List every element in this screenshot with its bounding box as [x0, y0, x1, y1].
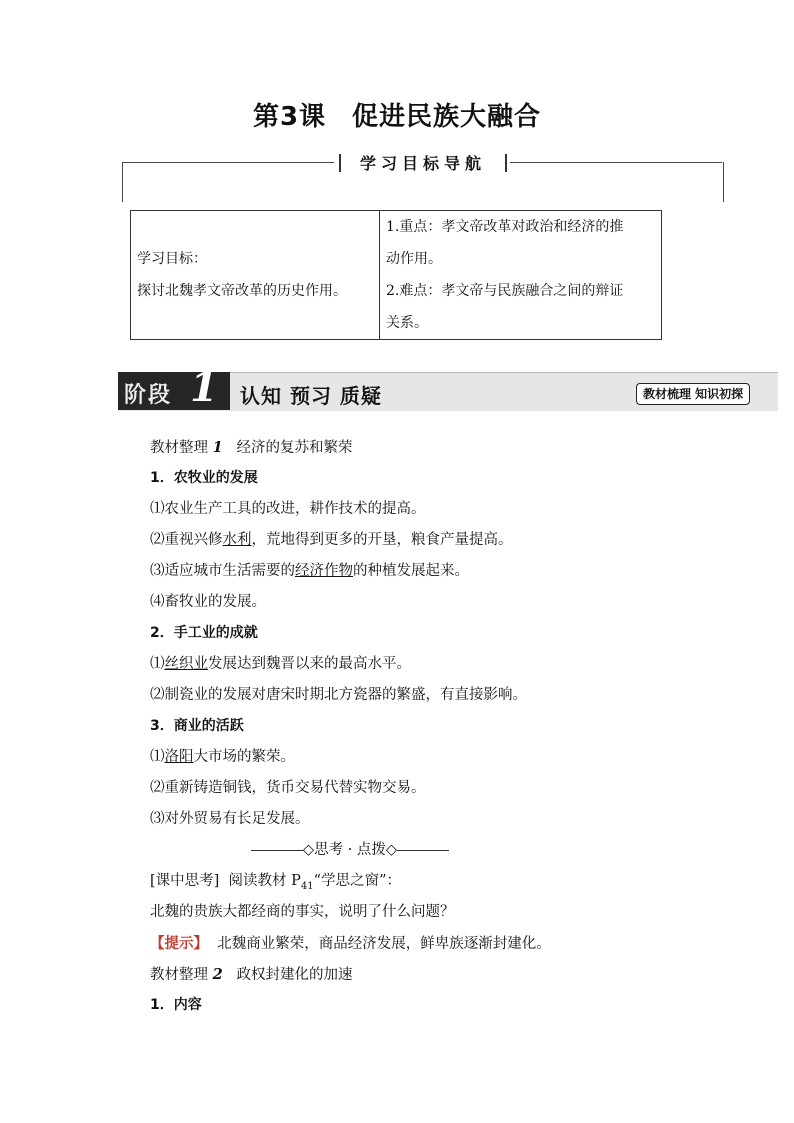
list-item: ⑶适应城市生活需要的经济作物的种植发展起来。 [150, 563, 469, 579]
subheading-handicraft: 2．手工业的成就 [150, 625, 258, 641]
tip-label: 【提示】 [150, 935, 208, 952]
list-item: ⑵重视兴修水利，荒地得到更多的开垦，粮食产量提高。 [150, 532, 513, 548]
section2-header: 教材整理 2 政权封建化的加速 [150, 966, 353, 983]
goals-table [130, 210, 662, 340]
list-item: ⑶对外贸易有长足发展。 [150, 811, 310, 827]
goal-difficult-point-cont: 关系。 [386, 315, 428, 331]
lesson-topic: 促进民族大融合 [352, 102, 542, 132]
goals-text: 探讨北魏孝文帝改革的历史作用。 [137, 283, 347, 299]
list-item: ⑵制瓷业的发展对唐宋时期北方瓷器的繁盛，有直接影响。 [150, 687, 527, 703]
nav-bar-right [505, 154, 507, 172]
nav-bar-left [339, 154, 341, 172]
goals-label: 学习目标： [137, 251, 207, 267]
page-title [0, 96, 794, 133]
list-item: ⑴丝织业发展达到魏晋以来的最高水平。 [150, 656, 411, 672]
list-item: ⑷畜牧业的发展。 [150, 594, 266, 610]
subheading-commerce: 3．商业的活跃 [150, 718, 244, 734]
nav-line-right [510, 162, 722, 163]
list-item: ⑴农业生产工具的改进，耕作技术的提高。 [150, 501, 426, 517]
nav-line-left [122, 162, 334, 163]
think-divider: ◇思考 · 点拨◇ [150, 835, 550, 866]
stage-label: 阶段 [124, 383, 173, 408]
stage-tag: 教材梳理 知识初探 [636, 383, 750, 405]
section1-header: 教材整理 1 经济的复苏和繁荣 [150, 439, 353, 456]
stage-number: 1 [190, 364, 218, 411]
goal-difficult-point: 2.难点：孝文帝与民族融合之间的辩证 [386, 283, 624, 299]
think-tip: 【提示】 北魏商业繁荣，商品经济发展，鲜卑族逐渐封建化。 [150, 935, 551, 952]
nav-title: 学习目标导航 [359, 154, 486, 173]
list-item: ⑵重新铸造铜钱，货币交易代替实物交易。 [150, 780, 426, 796]
goals-right-cell [380, 211, 662, 340]
goals-left-cell [131, 211, 380, 340]
goal-key-point-cont: 动作用。 [386, 251, 442, 267]
think-question: 北魏的贵族大都经商的事实，说明了什么问题？ [150, 904, 455, 920]
lesson-number: 第3课 [252, 102, 327, 132]
subheading-agriculture: 1．农牧业的发展 [150, 470, 258, 486]
content [150, 432, 750, 1021]
list-item: ⑴洛阳大市场的繁荣。 [150, 749, 295, 765]
subheading-content: 1．内容 [150, 997, 202, 1013]
think-prompt: [课中思考] 阅读教材 $P_{41}“$学思之窗”： [150, 873, 401, 892]
goal-key-point: 1.重点：孝文帝改革对政治和经济的推 [386, 219, 624, 235]
stage-title: 认知 预习 质疑 [240, 384, 382, 408]
